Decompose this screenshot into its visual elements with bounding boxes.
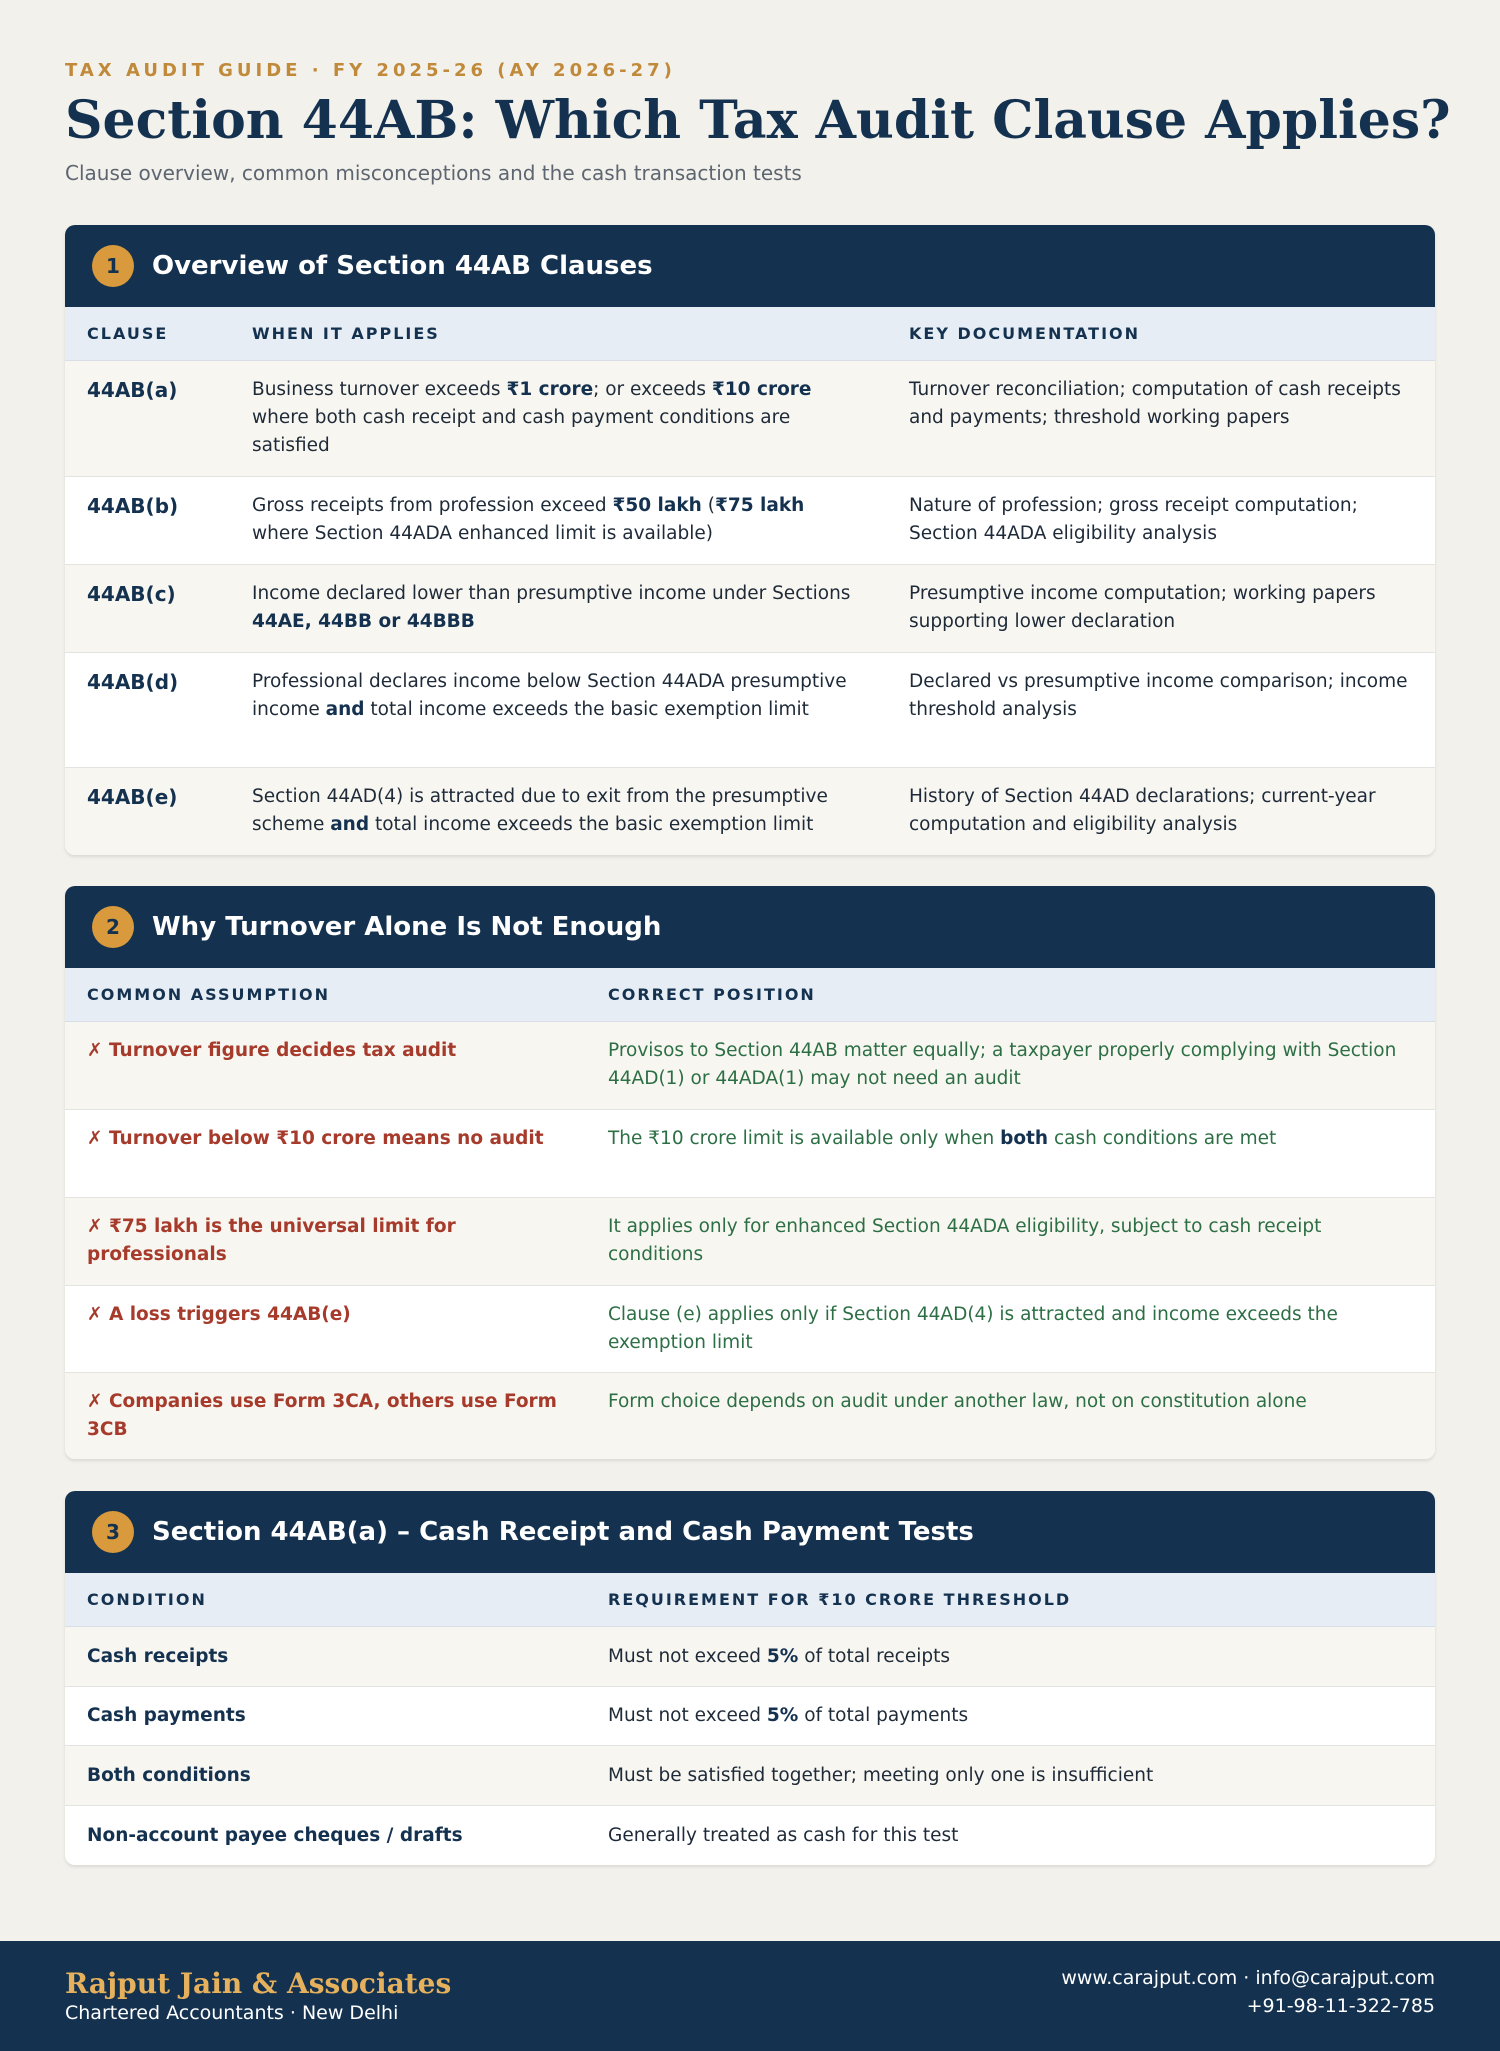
column-header-when: WHEN IT APPLIES bbox=[252, 324, 440, 343]
column-header-condition: CONDITION bbox=[87, 1590, 207, 1609]
section-title: Section 44AB(a) – Cash Receipt and Cash Payment Tests bbox=[152, 1517, 974, 1547]
requirement-text: Generally treated as cash for this test bbox=[608, 1824, 959, 1846]
table-row bbox=[65, 361, 1435, 477]
table-header bbox=[65, 307, 1435, 361]
assumption-text: ✗ A loss triggers 44AB(e) bbox=[87, 1304, 351, 1325]
table-row bbox=[65, 1198, 1435, 1286]
clause-label: 44AB(a) bbox=[87, 378, 178, 402]
section-header bbox=[65, 1491, 1435, 1573]
requirement-text: Must not exceed 5% of total receipts bbox=[608, 1645, 950, 1667]
assumption-text: ✗ Turnover below ₹10 crore means no audit bbox=[87, 1128, 544, 1149]
contact-phone[interactable]: +91-98-11-322-785 bbox=[1246, 1995, 1435, 2017]
table-row bbox=[65, 768, 1435, 855]
condition-label: Cash payments bbox=[87, 1705, 246, 1726]
section-number-badge: 1 bbox=[92, 245, 134, 287]
table-row bbox=[65, 565, 1435, 653]
position-text: Form choice depends on audit under another law, not on constitution alone bbox=[608, 1391, 1307, 1412]
column-header-position: CORRECT POSITION bbox=[608, 985, 816, 1004]
eyebrow: TAX AUDIT GUIDE · FY 2025-26 (AY 2026-27) bbox=[65, 60, 676, 81]
column-header-assumption: COMMON ASSUMPTION bbox=[87, 985, 330, 1004]
documentation-text: Declared vs presumptive income comparison; income threshold analysis bbox=[909, 671, 1408, 720]
contact-web-email[interactable]: www.carajput.com · info@carajput.com bbox=[1061, 1967, 1435, 1989]
clause-label: 44AB(e) bbox=[87, 785, 178, 809]
column-header-clause: CLAUSE bbox=[87, 324, 169, 343]
table-row bbox=[65, 1286, 1435, 1373]
table-row bbox=[65, 1373, 1435, 1459]
section-title: Overview of Section 44AB Clauses bbox=[152, 251, 653, 281]
when-applies-text: Section 44AD(4) is attracted due to exit from the presumptive scheme and total income exceeds the basic exemption limit bbox=[252, 786, 828, 835]
when-applies-text: Gross receipts from profession exceed ₹50 lakh (₹75 lakh where Section 44ADA enhanced limit is available) bbox=[252, 495, 805, 544]
position-text: The ₹10 crore limit is available only when both cash conditions are met bbox=[608, 1128, 1277, 1149]
section-cash-tests-card bbox=[65, 1491, 1435, 1865]
section-title: Why Turnover Alone Is Not Enough bbox=[152, 912, 662, 942]
section-number-badge: 2 bbox=[92, 906, 134, 948]
clause-label: 44AB(d) bbox=[87, 670, 179, 694]
condition-label: Non-account payee cheques / drafts bbox=[87, 1824, 463, 1846]
documentation-text: History of Section 44AD declarations; current-year computation and eligibility analysis bbox=[909, 786, 1376, 835]
table-row bbox=[65, 1022, 1435, 1110]
firm-subtitle: Chartered Accountants · New Delhi bbox=[65, 2002, 399, 2024]
table-row bbox=[65, 1687, 1435, 1746]
documentation-text: Presumptive income computation; working papers supporting lower declaration bbox=[909, 583, 1376, 632]
requirement-text: Must be satisfied together; meeting only one is insufficient bbox=[608, 1764, 1154, 1786]
table-header bbox=[65, 968, 1435, 1022]
table-row bbox=[65, 1806, 1435, 1865]
section-number-badge: 3 bbox=[92, 1511, 134, 1553]
column-header-docs: KEY DOCUMENTATION bbox=[909, 324, 1141, 343]
assumption-text: ✗ ₹75 lakh is the universal limit for professionals bbox=[87, 1216, 456, 1265]
when-applies-text: Income declared lower than presumptive income under Sections 44AE, 44BB or 44BBB bbox=[252, 583, 851, 632]
clause-label: 44AB(b) bbox=[87, 494, 179, 518]
section-misconceptions-card bbox=[65, 886, 1435, 1459]
position-text: Clause (e) applies only if Section 44AD(4) is attracted and income exceeds the exemption limit bbox=[608, 1304, 1338, 1353]
condition-label: Cash receipts bbox=[87, 1645, 229, 1667]
table-row bbox=[65, 1746, 1435, 1806]
when-applies-text: Professional declares income below Section 44ADA presumptive income and total income exceeds the basic exemption limit bbox=[252, 671, 847, 720]
table-row bbox=[65, 653, 1435, 768]
documentation-text: Turnover reconciliation; computation of cash receipts and payments; threshold working papers bbox=[909, 379, 1401, 428]
section-header bbox=[65, 225, 1435, 307]
firm-name: Rajput Jain & Associates bbox=[65, 1967, 452, 2000]
section-overview-card bbox=[65, 225, 1435, 855]
requirement-text: Must not exceed 5% of total payments bbox=[608, 1705, 969, 1726]
position-text: It applies only for enhanced Section 44ADA eligibility, subject to cash receipt conditions bbox=[608, 1216, 1322, 1265]
documentation-text: Nature of profession; gross receipt computation; Section 44ADA eligibility analysis bbox=[909, 495, 1358, 544]
table-row bbox=[65, 1627, 1435, 1687]
assumption-text: ✗ Turnover figure decides tax audit bbox=[87, 1040, 457, 1061]
page-subtitle: Clause overview, common misconceptions and the cash transaction tests bbox=[65, 161, 802, 185]
assumption-text: ✗ Companies use Form 3CA, others use Form 3CB bbox=[87, 1391, 557, 1440]
column-header-requirement: REQUIREMENT FOR ₹10 CRORE THRESHOLD bbox=[608, 1590, 1072, 1609]
position-text: Provisos to Section 44AB matter equally; a taxpayer properly complying with Section 44AD(1) or 44ADA(1) may not need an audit bbox=[608, 1040, 1397, 1089]
clause-label: 44AB(c) bbox=[87, 582, 176, 606]
section-header bbox=[65, 886, 1435, 968]
page-title: Section 44AB: Which Tax Audit Clause Applies? bbox=[65, 90, 1451, 151]
when-applies-text: Business turnover exceeds ₹1 crore; or exceeds ₹10 crore where both cash receipt and cash payment conditions are satisfied bbox=[252, 379, 812, 456]
table-row bbox=[65, 1110, 1435, 1198]
condition-label: Both conditions bbox=[87, 1764, 251, 1786]
table-header bbox=[65, 1573, 1435, 1627]
table-row bbox=[65, 477, 1435, 565]
footer bbox=[0, 1941, 1500, 2051]
